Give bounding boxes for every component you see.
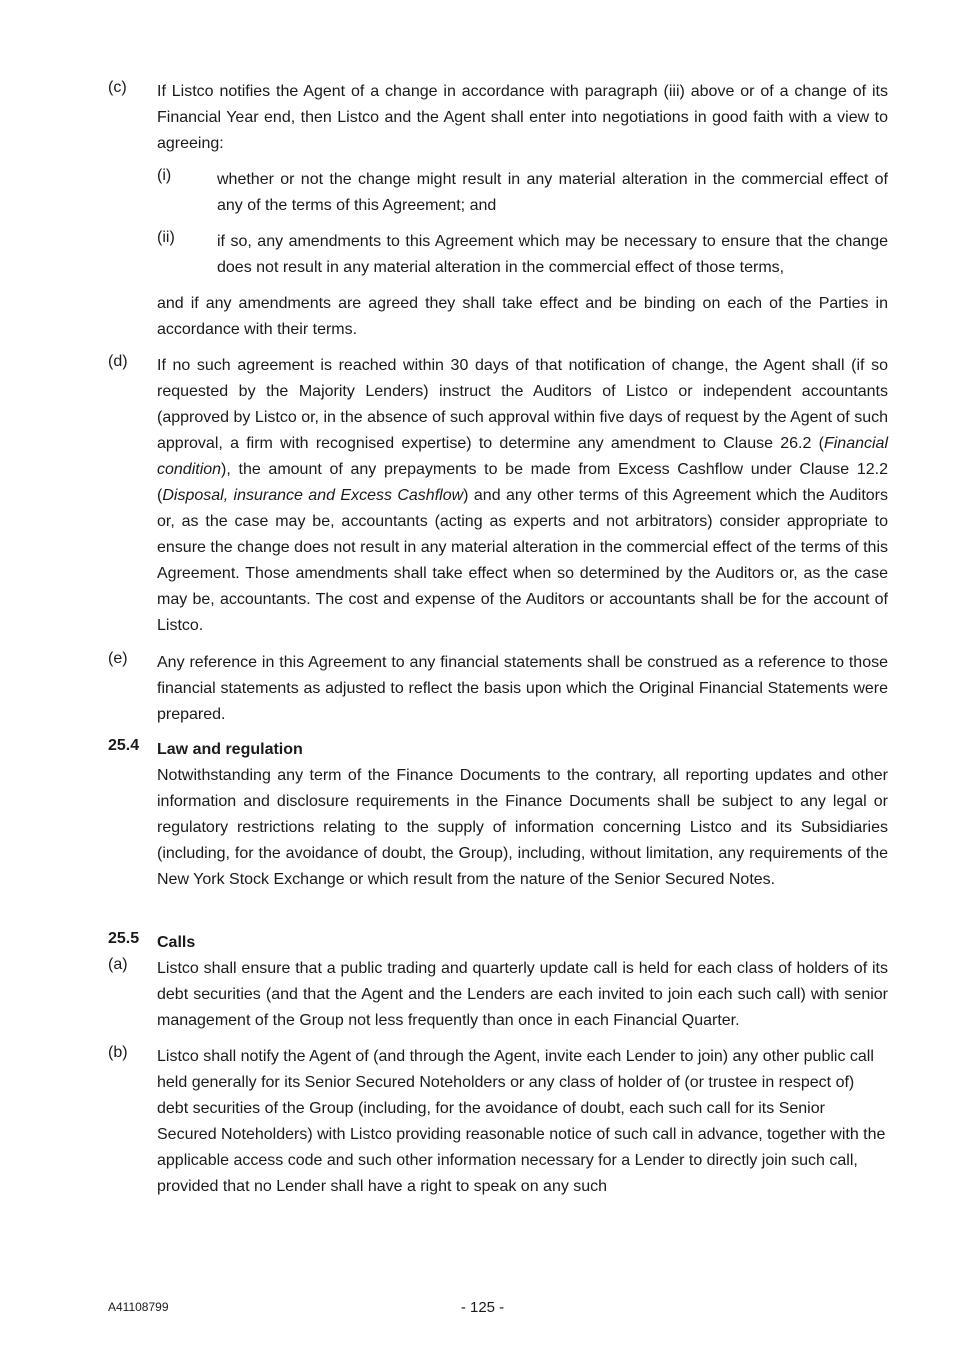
paragraph-c-trailing-text: and if any amendments are agreed they shall take effect and be binding on each of the Parties in accordance with their terms. — [157, 295, 888, 338]
paragraph-d — [108, 353, 888, 639]
section-25-5 — [108, 930, 888, 956]
paragraph-e — [108, 650, 888, 728]
paragraph-c-item-ii — [108, 229, 888, 281]
item-ii-text: if so, any amendments to this Agreement which may be necessary to ensure that the change does not result in any material alteration in the commercial effect of those terms, — [217, 233, 888, 276]
section-25-4-text: Notwithstanding any term of the Finance Documents to the contrary, all reporting updates and other information and disclosure requirements in the Finance Documents shall be subject to any legal or regulatory restrictions relating to the supply of information concerning Listco and its Subsidiaries (including, for the avoidance of doubt, the Group), including, without limitation, any requirements of the New York Stock Exchange or which result from the nature of the Senior Secured Notes. — [157, 767, 888, 888]
item-ii-label: (ii) — [157, 229, 175, 246]
section-25-4 — [108, 737, 888, 893]
paragraph-c-label: (c) — [108, 79, 127, 96]
paragraph-d-label: (d) — [108, 353, 128, 370]
paragraph-d-text-2: ), the amount of any prepayments to be made from Excess Cashflow under Clause 12.2 ( — [157, 461, 888, 504]
paragraph-c-trailing — [108, 291, 888, 343]
paragraph-25-5-a-label: (a) — [108, 956, 128, 973]
paragraph-d-text — [157, 353, 888, 639]
paragraph-25-5-a-text: Listco shall ensure that a public trading and quarterly update call is held for each class of holders of its debt securities (and that the Agent and the Lenders are each invited to join each such call) with senior management of the Group not less frequently than once in each Financial Quarter. — [157, 960, 888, 1029]
paragraph-e-text: Any reference in this Agreement to any financial statements shall be construed as a reference to those financial statements as adjusted to reflect the basis upon which the Original Financial Statements were prepared. — [157, 654, 888, 723]
paragraph-c-item-i — [108, 167, 888, 219]
document-reference: A41108799 — [108, 1300, 169, 1314]
paragraph-c-text: If Listco notifies the Agent of a change in accordance with paragraph (iii) above or of a change of its Financial Year end, then Listco and the Agent shall enter into negotiations in good faith with a view to agreeing: — [157, 83, 888, 152]
clause-ref-financial-condition: Financial condition — [157, 435, 888, 478]
page-number: - 125 - — [460, 1299, 505, 1316]
section-25-4-title: Law and regulation — [157, 741, 303, 758]
clause-ref-disposal: Disposal, insurance and Excess Cashflow — [162, 487, 464, 504]
paragraph-d-text-3: ) and any other terms of this Agreement which the Auditors or, as the case may be, accountants (acting as experts and not arbitrators) consider appropriate to ensure the change does not result in any material alteration in the commercial effect of the terms of this Agreement. Those amendments shall take effect when so determined by the Auditors or, as the case may be, accountants. The cost and expense of the Auditors or accountants shall be for the account of Listco. — [157, 487, 889, 634]
section-25-4-number: 25.4 — [108, 737, 140, 754]
item-i-text: whether or not the change might result in any material alteration in the commercial effect of any of the terms of this Agreement; and — [217, 171, 888, 214]
section-25-5-number: 25.5 — [108, 930, 140, 947]
item-i-label: (i) — [157, 167, 172, 184]
section-25-5-title: Calls — [157, 934, 196, 951]
paragraph-e-label: (e) — [108, 650, 128, 667]
paragraph-c — [108, 79, 888, 157]
paragraph-25-5-b-label: (b) — [108, 1044, 128, 1061]
paragraph-25-5-a — [108, 956, 888, 1034]
paragraph-25-5-b — [108, 1044, 888, 1200]
paragraph-d-text-1: If no such agreement is reached within 30 days of that notification of change, the Agent shall (if so requested by the Majority Lenders) instruct the Auditors of Listco or independent accountants (approved by Listco or, in the absence of such approval within five days of request by the Agent of such approval, a firm with recognised expertise) to determine any amendment to Clause 26.2 ( — [157, 357, 888, 452]
paragraph-25-5-b-text: Listco shall notify the Agent of (and through the Agent, invite each Lender to join) any other public call held generally for its Senior Secured Noteholders or any class of holder of (or trustee in respect of) debt securities of the Group (including, for the avoidance of doubt, each such call for its Senior Secured Noteholders) with Listco providing reasonable notice of such call in advance, together with the applicable access code and such other information necessary for a Lender to directly join such call, provided that no Lender shall have a right to speak on any such — [157, 1048, 886, 1195]
